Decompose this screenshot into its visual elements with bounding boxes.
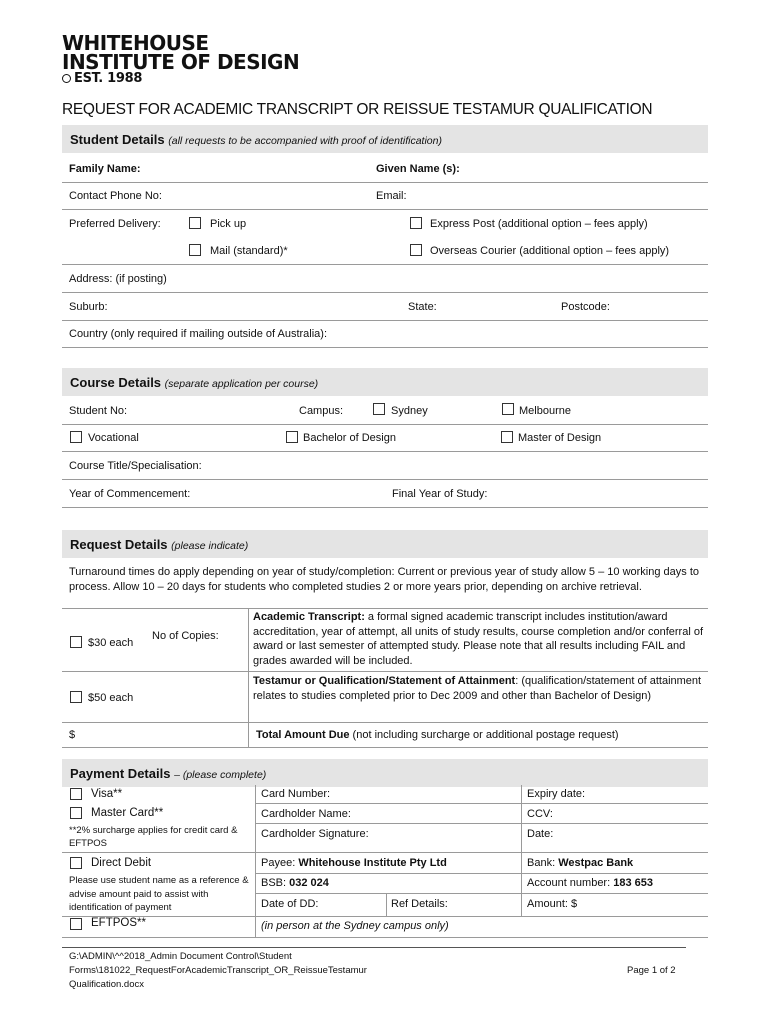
- bank-field: Bank: Westpac Bank: [527, 857, 634, 869]
- copies-label: No of Copies:: [152, 630, 219, 642]
- mastercard-checkbox[interactable]: [70, 807, 82, 819]
- price50-label: $50 each: [88, 692, 134, 704]
- logo-line1: WHITEHOUSE: [62, 31, 209, 55]
- pickup-checkbox[interactable]: [189, 217, 201, 229]
- sydney-checkbox[interactable]: [373, 403, 385, 415]
- seal-icon: [62, 74, 71, 83]
- payee-field: Payee: Whitehouse Institute Pty Ltd: [261, 857, 447, 869]
- amount-label: Amount: $: [527, 898, 578, 910]
- page-title: REQUEST FOR ACADEMIC TRANSCRIPT OR REISSUE TESTAMUR QUALIFICATION: [62, 101, 653, 118]
- dollar-label: $: [69, 729, 76, 741]
- signature-label: Cardholder Signature:: [261, 828, 369, 840]
- request-details-header: Request Details (please indicate): [62, 530, 708, 558]
- account-number-field: Account number: 183 653: [527, 877, 653, 889]
- state-label: State:: [408, 301, 437, 313]
- ref-details-label: Ref Details:: [391, 898, 448, 910]
- melbourne-checkbox[interactable]: [502, 403, 514, 415]
- express-label: Express Post (additional option – fees apply): [430, 218, 648, 230]
- express-checkbox[interactable]: [410, 217, 422, 229]
- mastercard-label: Master Card**: [91, 807, 164, 819]
- visa-label: Visa**: [91, 788, 123, 800]
- bachelor-label: Bachelor of Design: [303, 432, 396, 444]
- date-dd-label: Date of DD:: [261, 898, 319, 910]
- surcharge-note: **2% surcharge applies for credit card & EFTPOS: [69, 825, 238, 849]
- melbourne-label: Melbourne: [519, 405, 571, 417]
- email-label: Email:: [376, 190, 407, 202]
- eftpos-checkbox[interactable]: [70, 918, 82, 930]
- contact-phone-label: Contact Phone No:: [69, 190, 162, 202]
- date-label: Date:: [527, 828, 554, 840]
- price30-checkbox[interactable]: [70, 636, 82, 648]
- suburb-label: Suburb:: [69, 301, 108, 313]
- page-number: Page 1 of 2: [627, 965, 676, 976]
- eftpos-note: (in person at the Sydney campus only): [261, 920, 449, 932]
- campus-label: Campus:: [299, 405, 344, 417]
- address-label: Address: (if posting): [69, 273, 167, 285]
- courier-label: Overseas Courier (additional option – fees apply): [430, 245, 670, 257]
- direct-debit-checkbox[interactable]: [70, 857, 82, 869]
- price50-checkbox[interactable]: [70, 691, 82, 703]
- eftpos-label: EFTPOS**: [91, 917, 146, 929]
- vocational-checkbox[interactable]: [70, 431, 82, 443]
- final-year-label: Final Year of Study:: [392, 488, 488, 500]
- cardholder-name-label: Cardholder Name:: [261, 808, 351, 820]
- postcode-label: Postcode:: [561, 301, 610, 313]
- courier-checkbox[interactable]: [410, 244, 422, 256]
- bsb-field: BSB: 032 024: [261, 877, 329, 889]
- direct-debit-note: Please use student name as a reference & advise amount paid to assist with identification of payment: [69, 875, 249, 913]
- student-details-header: Student Details (all requests to be accompanied with proof of identification): [62, 125, 708, 153]
- testamur-description: Testamur or Qualification/Statement of Attainment: (qualification/statement of attainment relates to studies completed prior to Dec 2009 and other than Bachelor of Design): [253, 675, 702, 702]
- given-name-label: Given Name (s):: [376, 163, 460, 175]
- expiry-label: Expiry date:: [527, 788, 586, 800]
- student-no-label: Student No:: [69, 405, 128, 417]
- ccv-label: CCV:: [527, 808, 553, 820]
- price30-label: $30 each: [88, 637, 134, 649]
- footer-path-2: Forms\181022_RequestForAcademicTranscript_OR_ReissueTestamur: [69, 965, 367, 976]
- turnaround-text: Turnaround times do apply depending on year of study/completion: Current or previous year of study allow 5 – 10 working days to process. Allow 10 – 20 days for students who completed studies 2 or more years prior, depending on archive retrieval.: [69, 566, 699, 593]
- logo-line2: INSTITUTE OF DESIGN: [62, 50, 300, 74]
- country-label: Country (only required if mailing outside of Australia):: [69, 328, 328, 340]
- card-number-label: Card Number:: [261, 788, 331, 800]
- visa-checkbox[interactable]: [70, 788, 82, 800]
- vocational-label: Vocational: [88, 432, 139, 444]
- master-label: Master of Design: [518, 432, 602, 444]
- mail-checkbox[interactable]: [189, 244, 201, 256]
- bachelor-checkbox[interactable]: [286, 431, 298, 443]
- year-commencement-label: Year of Commencement:: [69, 488, 191, 500]
- family-name-label: Family Name:: [69, 163, 141, 175]
- sydney-label: Sydney: [391, 405, 428, 417]
- footer-path-3: Qualification.docx: [69, 979, 144, 990]
- footer-path-1: G:\ADMIN\^^2018_Admin Document Control\Student: [69, 951, 292, 962]
- total-amount-label: Total Amount Due (not including surcharge or additional postage request): [256, 729, 619, 741]
- logo-est: EST. 1988: [62, 71, 142, 86]
- mail-label: Mail (standard)*: [210, 245, 288, 257]
- course-details-header: Course Details (separate application per course): [62, 368, 708, 396]
- payment-details-header: Payment Details – (please complete): [62, 759, 708, 787]
- preferred-delivery-label: Preferred Delivery:: [69, 218, 161, 230]
- pickup-label: Pick up: [210, 218, 247, 230]
- course-title-label: Course Title/Specialisation:: [69, 460, 202, 472]
- transcript-description: Academic Transcript: a formal signed academic transcript includes institution/award accreditation, year of attempt, all units of study results, course completion and/or conferral of award or last semester of attempted study. Please note that all results including FAIL and grades awarded will be included.: [253, 611, 704, 667]
- direct-debit-label: Direct Debit: [91, 857, 152, 869]
- master-checkbox[interactable]: [501, 431, 513, 443]
